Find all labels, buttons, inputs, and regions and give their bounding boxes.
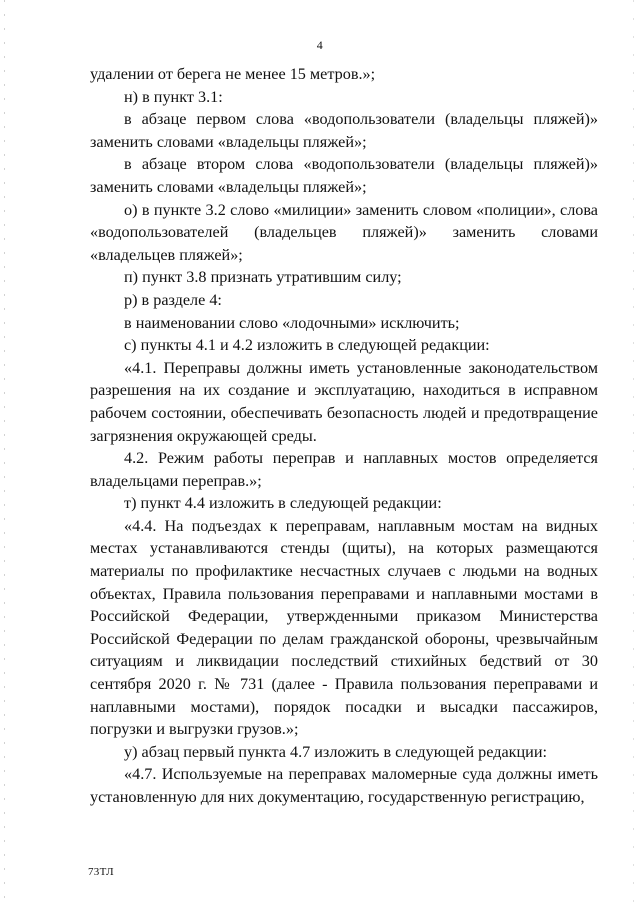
paragraph: т) пункт 4.4 изложить в следующей редакции: xyxy=(124,494,442,513)
paragraph: н) в пункт 3.1: xyxy=(124,87,223,106)
paragraph: с) пункты 4.1 и 4.2 изложить в следующей редакции: xyxy=(124,336,490,355)
scan-edge-left xyxy=(4,0,5,905)
paragraph: удалении от берега не менее 15 метров.»; xyxy=(90,65,376,83)
footer-document-code: 73ТЛ xyxy=(88,866,114,878)
paragraph: р) в разделе 4: xyxy=(124,290,222,309)
paragraph: в наименовании слово «лодочными» исключить; xyxy=(124,313,460,332)
scan-edge-right xyxy=(633,0,634,905)
document-body xyxy=(90,63,598,809)
paragraph: в абзаце втором слова «водопользователи (владельцы пляжей)» заменить словами «владельцы пляжей»; xyxy=(90,155,598,196)
paragraph: «4.1. Переправы должны иметь установленные законодательством разрешения на их создание и эксплуатацию, находиться в исправном рабочем состоянии, обеспечивать безопасность людей и предотвращение загрязнения окружающей среды. xyxy=(90,358,598,445)
paragraph: «4.7. Используемые на переправах маломерные суда должны иметь установленную для них документацию, государственную регистрацию, xyxy=(90,765,598,806)
page-number: 4 xyxy=(316,38,324,52)
paragraph: у) абзац первый пункта 4.7 изложить в следующей редакции: xyxy=(124,742,547,761)
paragraph: «4.4. На подъездах к переправам, наплавным мостам на видных местах устанавливаются стенды (щиты), на которых размещаются материалы по профилактике несчастных случаев с людьми на водных объектах, Правила пользования переправами и наплавными мостами в Российской Федерации, утвержденными приказом Министерства Российской Федерации по делам гражданской обороны, чрезвычайным ситуациям и ликвидации последствий стихийных бедствий от 30 сентября 2020 г. № 731 (далее - Правила пользования переправами и наплавными мостами), порядок посадки и высадки пассажиров, погрузки и выгрузки грузов.»; xyxy=(90,516,598,739)
paragraph: п) пункт 3.8 признать утратившим силу; xyxy=(124,268,402,287)
paragraph: в абзаце первом слова «водопользователи (владельцы пляжей)» заменить словами «владельцы пляжей»; xyxy=(90,110,598,151)
paragraph: о) в пункте 3.2 слово «милиции» заменить словом «полиции», слова «водопользователей (владельцев пляжей)» заменить словами «владельцев пляжей»; xyxy=(90,200,598,264)
paragraph: 4.2. Режим работы переправ и наплавных мостов определяется владельцами переправ.»; xyxy=(90,449,598,490)
